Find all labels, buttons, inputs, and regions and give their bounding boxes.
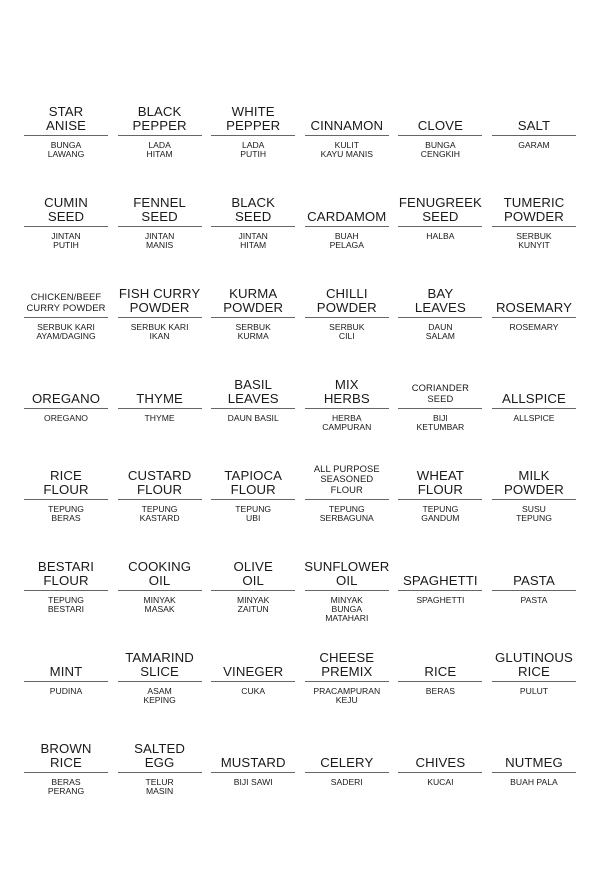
label-divider	[211, 590, 295, 591]
spice-label	[492, 92, 576, 183]
label-english-name: COOKING OIL	[128, 559, 192, 588]
label-divider	[492, 226, 576, 227]
label-malay-translation: TEPUNG KASTARD	[139, 504, 180, 523]
label-english-name: MILK POWDER	[503, 468, 564, 497]
label-english-name: CUSTARD FLOUR	[127, 468, 192, 497]
label-divider	[24, 317, 108, 318]
label-name-box	[118, 729, 202, 769]
label-english-name: ALLSPICE	[502, 390, 566, 406]
label-english-name: MINT	[49, 663, 83, 679]
label-name-box	[492, 638, 576, 678]
spice-label	[211, 456, 295, 547]
label-english-name: TAPIOCA FLOUR	[224, 468, 282, 497]
label-name-box	[492, 456, 576, 496]
label-divider	[24, 226, 108, 227]
label-malay-translation: SUSU TEPUNG	[516, 504, 552, 523]
label-name-box	[24, 638, 108, 678]
label-divider	[211, 135, 295, 136]
label-english-name: OLIVE OIL	[233, 559, 273, 588]
label-malay-translation: DAUN SALAM	[425, 322, 455, 341]
label-malay-translation: KUCAI	[427, 777, 454, 787]
label-english-name: BLACK SEED	[231, 195, 276, 224]
label-divider	[24, 772, 108, 773]
label-divider	[211, 681, 295, 682]
label-english-name: FISH CURRY POWDER	[118, 286, 201, 315]
label-malay-translation: SADERI	[330, 777, 363, 787]
label-malay-translation: SERBUK CILI	[329, 322, 365, 341]
label-english-name: VINEGER	[223, 663, 284, 679]
label-malay-translation: TEPUNG BERAS	[48, 504, 84, 523]
label-divider	[492, 135, 576, 136]
label-divider	[305, 772, 389, 773]
label-english-name: CELERY	[320, 754, 374, 770]
label-grid	[24, 92, 576, 820]
label-malay-translation: SERBUK KURMA	[235, 322, 271, 341]
label-english-name: TUMERIC POWDER	[503, 195, 565, 224]
spice-label	[118, 92, 202, 183]
label-name-box	[305, 92, 389, 132]
label-divider	[398, 135, 482, 136]
label-malay-translation: BUAH PELAGA	[329, 231, 364, 250]
label-malay-translation: BUNGA LAWANG	[47, 140, 85, 159]
spice-label	[305, 456, 389, 547]
label-malay-translation: SERBUK KARI IKAN	[130, 322, 189, 341]
label-name-box	[211, 547, 295, 587]
spice-label	[398, 547, 482, 638]
label-name-box	[398, 92, 482, 132]
spice-label	[118, 365, 202, 456]
label-name-box	[24, 274, 108, 314]
label-name-box	[398, 183, 482, 223]
label-name-box	[118, 92, 202, 132]
label-name-box	[398, 638, 482, 678]
label-name-box	[24, 365, 108, 405]
label-malay-translation: OREGANO	[44, 413, 88, 423]
label-name-box	[305, 365, 389, 405]
label-malay-translation: BIJI KETUMBAR	[416, 413, 465, 432]
label-name-box	[118, 456, 202, 496]
label-malay-translation: GARAM	[518, 140, 550, 150]
label-name-box	[305, 274, 389, 314]
label-english-name: THYME	[136, 390, 183, 406]
label-english-name: ALL PURPOSE SEASONED FLOUR	[313, 462, 380, 495]
label-divider	[492, 499, 576, 500]
label-name-box	[24, 729, 108, 769]
label-name-box	[211, 274, 295, 314]
label-name-box	[24, 92, 108, 132]
label-malay-translation: LADA HITAM	[146, 140, 173, 159]
spice-label	[24, 729, 108, 820]
label-divider	[118, 317, 202, 318]
label-malay-translation: TEPUNG SERBAGUNA	[319, 504, 374, 523]
spice-label	[24, 365, 108, 456]
label-english-name: TAMARIND SLICE	[125, 650, 194, 679]
label-divider	[118, 135, 202, 136]
spice-label	[118, 547, 202, 638]
label-divider	[305, 499, 389, 500]
label-english-name: SALTED EGG	[134, 741, 186, 770]
spice-label	[211, 365, 295, 456]
label-divider	[118, 226, 202, 227]
label-name-box	[398, 456, 482, 496]
label-divider	[305, 590, 389, 591]
spice-label	[211, 183, 295, 274]
label-malay-translation: BERAS	[425, 686, 455, 696]
spice-label	[118, 456, 202, 547]
spice-label	[305, 183, 389, 274]
label-divider	[398, 226, 482, 227]
label-name-box	[492, 365, 576, 405]
label-divider	[118, 499, 202, 500]
spice-label	[398, 638, 482, 729]
label-divider	[305, 135, 389, 136]
label-english-name: CARDAMOM	[307, 208, 387, 224]
label-name-box	[118, 547, 202, 587]
spice-label	[24, 638, 108, 729]
label-malay-translation: PRACAMPURAN KEJU	[313, 686, 381, 705]
label-divider	[24, 681, 108, 682]
label-divider	[492, 681, 576, 682]
label-divider	[398, 681, 482, 682]
label-name-box	[24, 547, 108, 587]
label-divider	[24, 135, 108, 136]
label-divider	[398, 772, 482, 773]
label-divider	[118, 408, 202, 409]
label-divider	[305, 408, 389, 409]
label-english-name: CUMIN SEED	[44, 195, 88, 224]
spice-label	[211, 638, 295, 729]
label-name-box	[211, 365, 295, 405]
label-divider	[492, 408, 576, 409]
label-malay-translation: PUDINA	[49, 686, 83, 696]
label-malay-translation: KULIT KAYU MANIS	[320, 140, 373, 159]
label-english-name: CORIANDER SEED	[411, 382, 469, 404]
spice-label	[118, 183, 202, 274]
label-english-name: WHITE PEPPER	[226, 104, 281, 133]
label-english-name: SPAGHETTI	[403, 572, 478, 588]
label-name-box	[398, 274, 482, 314]
label-divider	[305, 226, 389, 227]
label-malay-translation: DAUN BASIL	[227, 413, 279, 423]
spice-label	[492, 274, 576, 365]
label-english-name: BASIL LEAVES	[227, 377, 279, 406]
label-malay-translation: MINYAK MASAK	[143, 595, 176, 614]
spice-label	[492, 456, 576, 547]
label-english-name: SALT	[517, 117, 551, 133]
label-malay-translation: TEPUNG GANDUM	[421, 504, 460, 523]
spice-label	[24, 92, 108, 183]
label-divider	[305, 681, 389, 682]
label-english-name: MUSTARD	[220, 754, 286, 770]
label-english-name: NUTMEG	[505, 754, 563, 770]
spice-label	[24, 274, 108, 365]
spice-label	[24, 456, 108, 547]
label-english-name: BESTARI FLOUR	[37, 559, 95, 588]
spice-label	[305, 274, 389, 365]
label-english-name: ROSEMARY	[495, 299, 572, 315]
label-malay-translation: JINTAN HITAM	[238, 231, 268, 250]
label-malay-translation: MINYAK ZAITUN	[237, 595, 270, 614]
spice-label	[211, 92, 295, 183]
label-divider	[492, 772, 576, 773]
label-name-box	[211, 456, 295, 496]
label-divider	[398, 408, 482, 409]
label-name-box	[492, 183, 576, 223]
spice-label	[398, 274, 482, 365]
label-name-box	[24, 456, 108, 496]
label-name-box	[211, 729, 295, 769]
spice-label	[24, 183, 108, 274]
label-divider	[24, 499, 108, 500]
spice-label	[398, 183, 482, 274]
label-divider	[118, 681, 202, 682]
label-name-box	[211, 183, 295, 223]
label-name-box	[492, 274, 576, 314]
spice-label	[305, 547, 389, 638]
label-malay-translation: HALBA	[426, 231, 455, 241]
label-malay-translation: JINTAN PUTIH	[51, 231, 81, 250]
spice-label	[492, 638, 576, 729]
label-english-name: WHEAT FLOUR	[416, 468, 464, 497]
label-english-name: FENUGREEK SEED	[398, 195, 482, 224]
label-divider	[211, 499, 295, 500]
label-english-name: GLUTINOUS RICE	[495, 650, 573, 679]
spice-label	[211, 547, 295, 638]
spice-label	[492, 365, 576, 456]
label-english-name: CLOVE	[417, 117, 463, 133]
label-malay-translation: BERAS PERANG	[47, 777, 85, 796]
label-english-name: CHICKEN/BEEF CURRY POWDER	[26, 291, 106, 313]
spice-label	[211, 729, 295, 820]
spice-label	[305, 92, 389, 183]
label-english-name: RICE	[424, 663, 457, 679]
label-name-box	[118, 274, 202, 314]
label-english-name: KURMA POWDER	[223, 286, 284, 315]
spice-label	[492, 547, 576, 638]
label-malay-translation: TELUR MASIN	[145, 777, 174, 796]
label-name-box	[211, 638, 295, 678]
label-english-name: MIX HERBS	[323, 377, 370, 406]
label-name-box	[398, 365, 482, 405]
label-malay-translation: THYME	[144, 413, 175, 423]
label-divider	[398, 499, 482, 500]
label-name-box	[118, 183, 202, 223]
spice-label	[24, 547, 108, 638]
spice-label	[305, 729, 389, 820]
label-divider	[492, 590, 576, 591]
label-english-name: CHIVES	[415, 754, 466, 770]
label-malay-translation: CUKA	[241, 686, 266, 696]
label-malay-translation: BIJI SAWI	[233, 777, 273, 787]
label-malay-translation: HERBA CAMPURAN	[322, 413, 372, 432]
spice-label	[398, 456, 482, 547]
label-divider	[398, 317, 482, 318]
label-malay-translation: SERBUK KUNYIT	[516, 231, 552, 250]
label-malay-translation: PULUT	[519, 686, 549, 696]
label-malay-translation: ASAM KEPING	[143, 686, 176, 705]
label-name-box	[24, 183, 108, 223]
label-english-name: CHEESE PREMIX	[319, 650, 375, 679]
label-divider	[211, 317, 295, 318]
label-name-box	[305, 547, 389, 587]
label-divider	[398, 590, 482, 591]
label-malay-translation: TEPUNG BESTARI	[47, 595, 85, 614]
label-divider	[211, 226, 295, 227]
label-english-name: OREGANO	[31, 390, 101, 406]
label-english-name: PASTA	[513, 572, 555, 588]
label-malay-translation: BUNGA CENGKIH	[420, 140, 460, 159]
label-name-box	[492, 547, 576, 587]
spice-label	[398, 365, 482, 456]
label-divider	[118, 772, 202, 773]
label-malay-translation: SERBUK KARI AYAM/DAGING	[36, 322, 96, 341]
spice-label	[118, 638, 202, 729]
spice-label	[398, 729, 482, 820]
label-english-name: SUNFLOWER OIL	[304, 559, 390, 588]
label-name-box	[305, 729, 389, 769]
label-name-box	[305, 183, 389, 223]
label-english-name: FENNEL SEED	[133, 195, 186, 224]
label-divider	[211, 408, 295, 409]
label-name-box	[118, 365, 202, 405]
label-malay-translation: ALLSPICE	[513, 413, 555, 423]
label-malay-translation: PASTA	[520, 595, 548, 605]
label-divider	[118, 590, 202, 591]
spice-label	[492, 729, 576, 820]
label-divider	[211, 772, 295, 773]
label-malay-translation: JINTAN MANIS	[144, 231, 175, 250]
label-name-box	[492, 729, 576, 769]
label-english-name: CHILLI POWDER	[316, 286, 377, 315]
label-english-name: RICE FLOUR	[43, 468, 89, 497]
label-english-name: BROWN RICE	[40, 741, 92, 770]
label-name-box	[305, 638, 389, 678]
label-name-box	[305, 456, 389, 496]
label-divider	[305, 317, 389, 318]
label-name-box	[398, 547, 482, 587]
label-malay-translation: ROSEMARY	[509, 322, 559, 332]
label-english-name: CINNAMON	[310, 117, 384, 133]
label-malay-translation: SPAGHETTI	[416, 595, 465, 605]
label-english-name: BLACK PEPPER	[132, 104, 187, 133]
label-malay-translation: BUAH PALA	[510, 777, 558, 787]
label-english-name: STAR ANISE	[45, 104, 87, 133]
label-divider	[24, 590, 108, 591]
label-divider	[24, 408, 108, 409]
spice-label	[305, 638, 389, 729]
label-divider	[492, 317, 576, 318]
spice-label	[118, 274, 202, 365]
label-malay-translation: LADA PUTIH	[240, 140, 267, 159]
spice-label	[398, 92, 482, 183]
spice-label	[305, 365, 389, 456]
label-name-box	[211, 92, 295, 132]
label-name-box	[492, 92, 576, 132]
label-name-box	[398, 729, 482, 769]
label-malay-translation: MINYAK BUNGA MATAHARI	[325, 595, 369, 623]
spice-label	[492, 183, 576, 274]
spice-label	[118, 729, 202, 820]
spice-label	[211, 274, 295, 365]
label-name-box	[118, 638, 202, 678]
label-malay-translation: TEPUNG UBI	[235, 504, 272, 523]
label-english-name: BAY LEAVES	[414, 286, 466, 315]
